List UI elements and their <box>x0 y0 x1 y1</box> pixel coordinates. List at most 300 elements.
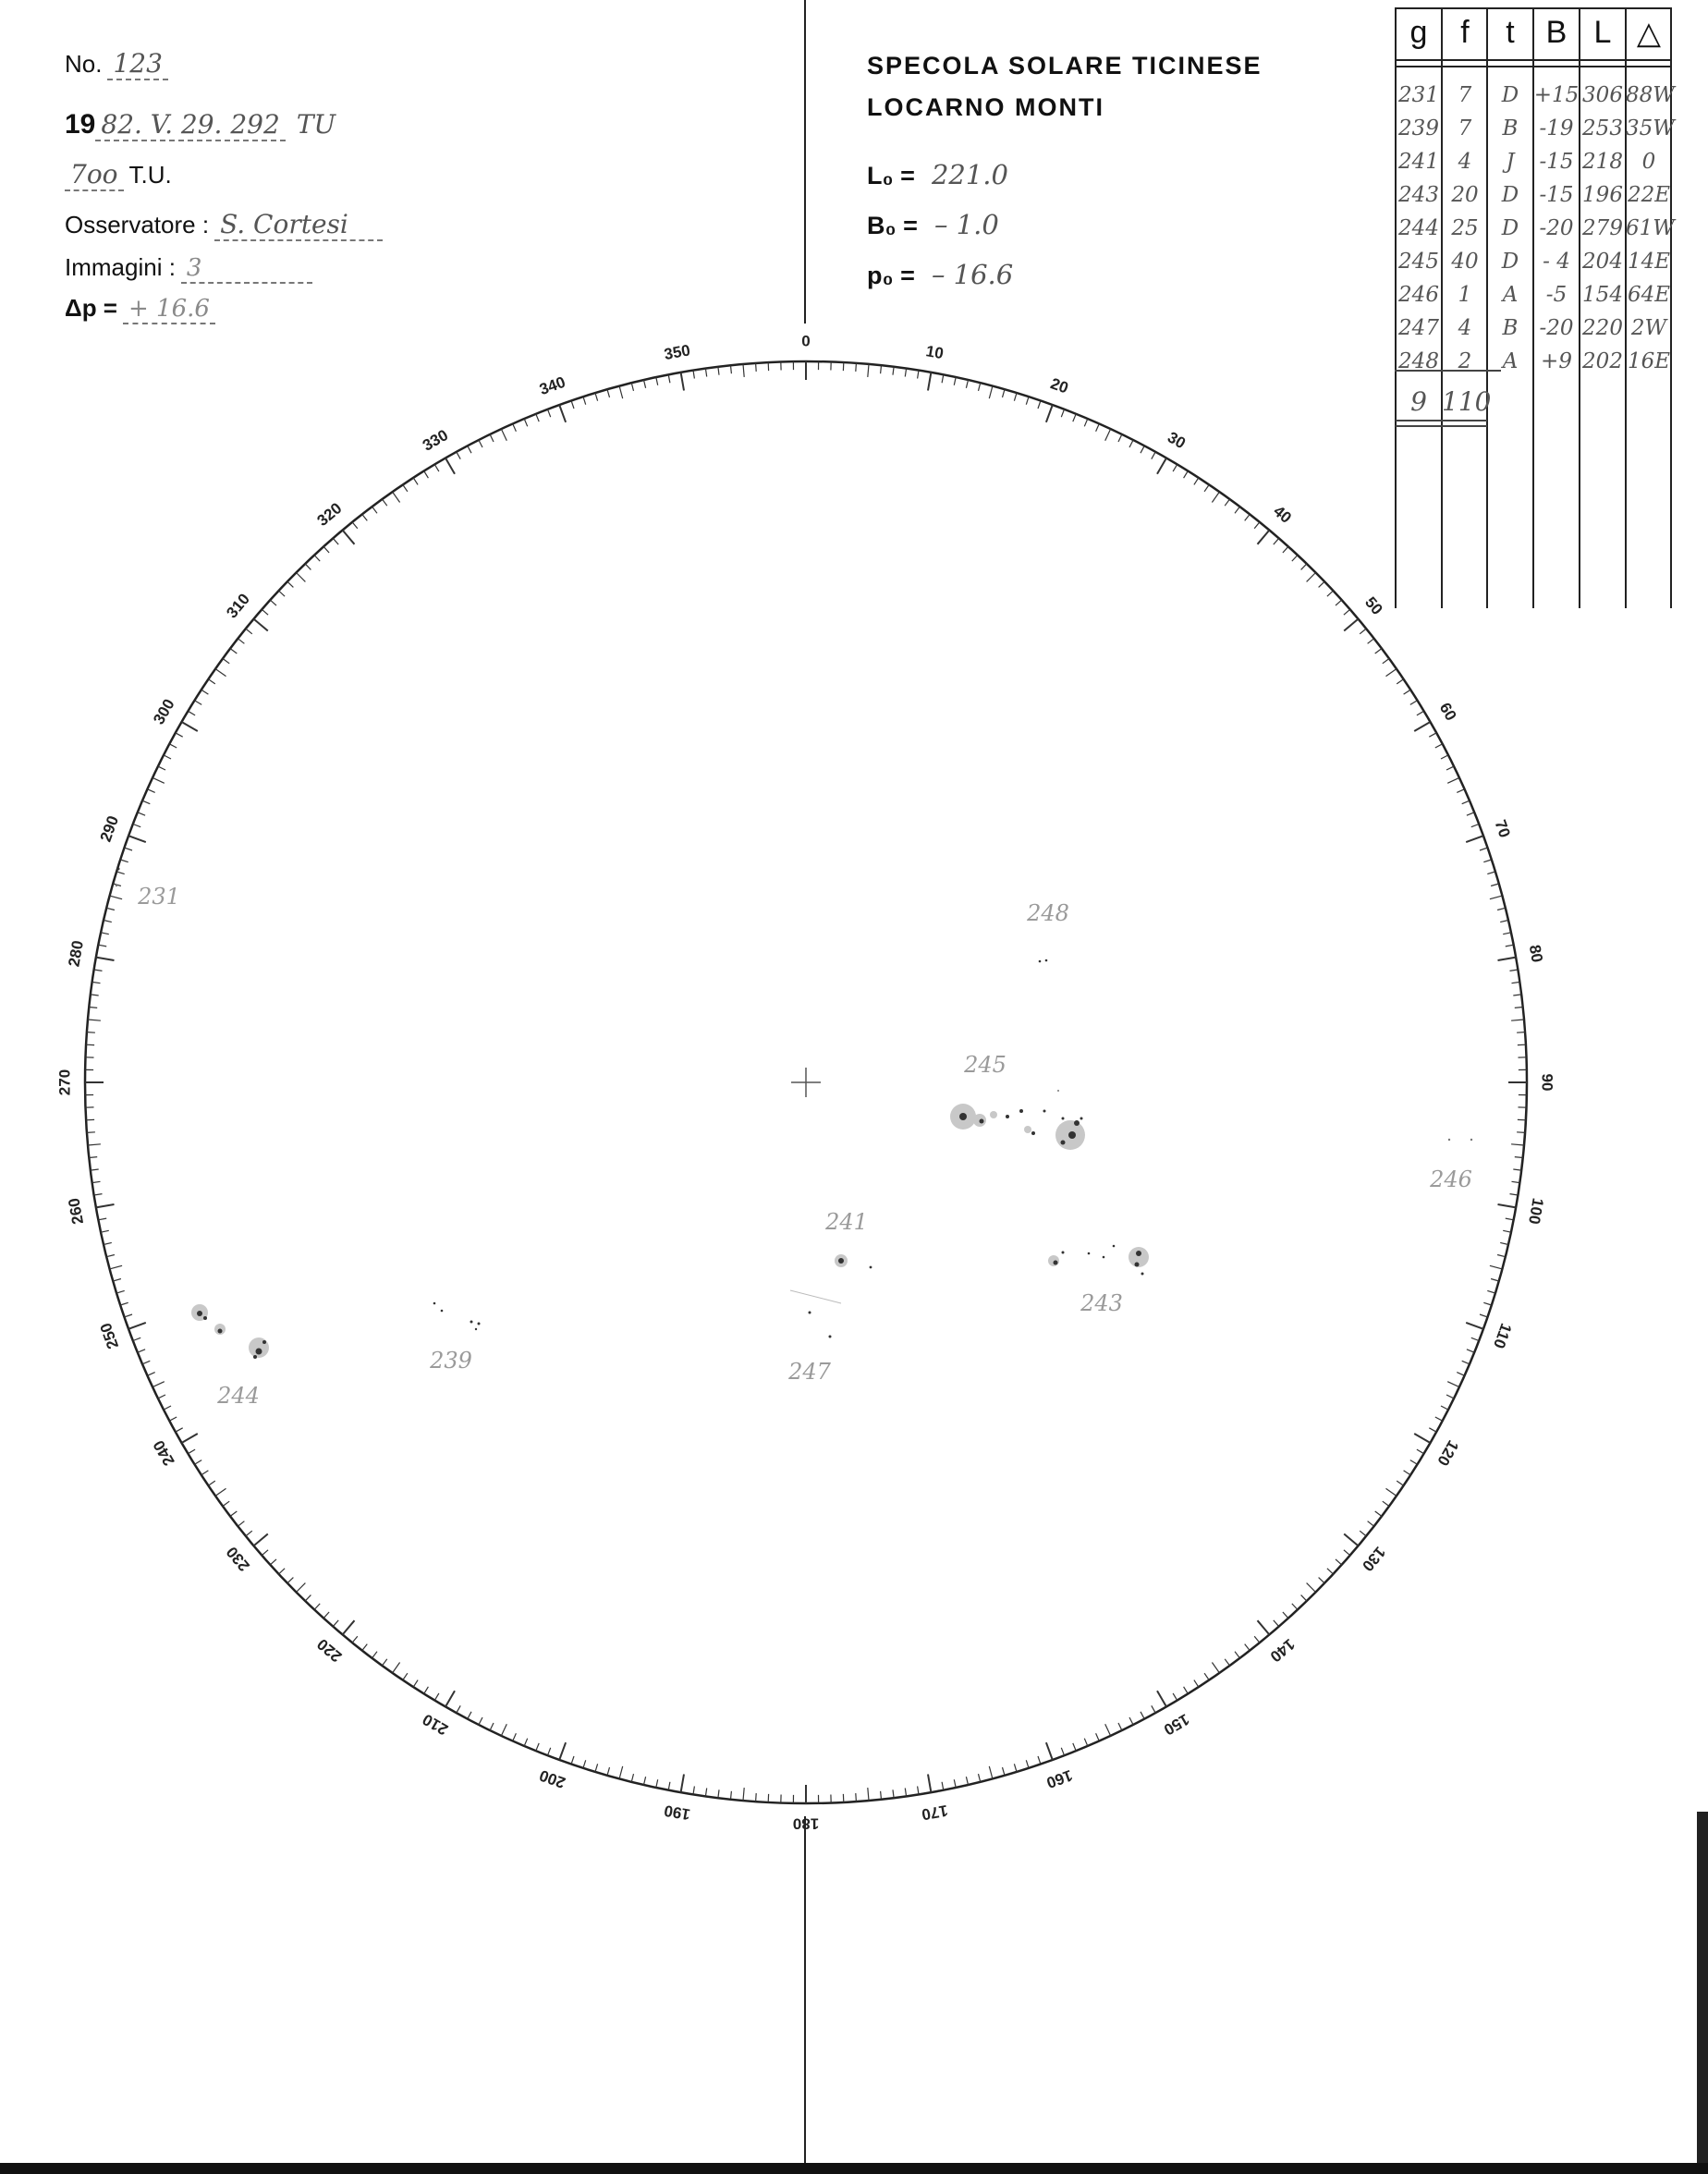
degree-tick <box>1204 484 1209 491</box>
degree-tick <box>559 1742 566 1760</box>
degree-tick <box>1225 1659 1229 1666</box>
degree-tick <box>954 377 956 385</box>
degree-tick <box>1258 531 1270 544</box>
sunspot <box>1448 1139 1450 1141</box>
degree-tick <box>490 434 494 442</box>
table-cell: 154 <box>1582 283 1623 307</box>
degree-tick <box>138 812 145 815</box>
table-cell: -20 <box>1539 216 1574 240</box>
sunspot <box>433 1302 436 1305</box>
sunspot <box>1043 1110 1046 1113</box>
degree-tick <box>1061 409 1064 417</box>
observer-label: Osservatore : <box>65 211 210 238</box>
degree-tick <box>928 373 931 391</box>
degree-tick <box>513 423 517 431</box>
degree-label: 50 <box>1361 593 1386 618</box>
degree-tick <box>1414 1434 1430 1443</box>
sunspot <box>475 1328 477 1330</box>
sunspot <box>249 1337 269 1358</box>
degree-tick <box>120 1302 128 1305</box>
degree-label: 70 <box>1491 817 1514 840</box>
degree-tick <box>1467 1350 1474 1352</box>
degree-tick <box>731 365 732 373</box>
degree-label: 100 <box>1524 1196 1547 1226</box>
degree-tick <box>1157 1691 1166 1706</box>
sunspot <box>1019 1109 1023 1113</box>
degree-tick <box>1235 1652 1239 1658</box>
degree-tick <box>1344 1534 1358 1546</box>
degree-tick <box>1513 1169 1521 1170</box>
degree-label: 230 <box>223 1543 253 1575</box>
degree-tick <box>262 1550 268 1556</box>
degree-tick <box>152 1382 165 1387</box>
degree-tick <box>501 1724 506 1736</box>
sunspot <box>1470 1139 1472 1141</box>
delta-p-label: Δp = <box>65 294 117 322</box>
degree-tick <box>583 397 586 405</box>
degree-tick <box>1003 389 1006 397</box>
degree-tick <box>116 1290 125 1293</box>
table-cell: A <box>1502 349 1519 373</box>
degree-tick <box>215 1488 226 1496</box>
sunspot <box>1054 1261 1058 1265</box>
degree-tick <box>147 1373 154 1376</box>
degree-tick <box>1490 1265 1503 1269</box>
table-cell: 4 <box>1458 150 1472 174</box>
degree-label: 270 <box>55 1069 74 1096</box>
degree-tick <box>1212 1663 1219 1673</box>
degree-tick <box>128 836 146 842</box>
table-cell: +9 <box>1541 349 1572 373</box>
degree-tick <box>1457 1373 1464 1376</box>
degree-tick <box>644 1777 646 1785</box>
degree-tick <box>1375 649 1382 653</box>
degree-tick <box>1414 722 1430 731</box>
degree-tick <box>169 744 177 748</box>
table-header-cell: △ <box>1636 16 1662 51</box>
degree-tick <box>656 1779 658 1788</box>
degree-tick <box>1386 669 1397 677</box>
degree-tick <box>1383 659 1389 664</box>
degree-tick <box>1061 1748 1064 1755</box>
sunspot <box>870 1266 872 1269</box>
table-cell: 306 <box>1582 83 1623 107</box>
sunspot <box>1045 959 1048 962</box>
delta-p-value: + 16.6 <box>123 295 215 324</box>
degree-tick <box>1307 573 1316 582</box>
degree-tick <box>1105 429 1111 441</box>
sunspot <box>116 885 117 886</box>
table-cell: 2W <box>1630 316 1667 340</box>
sunspot <box>256 1349 262 1355</box>
table-cell: A <box>1502 283 1519 307</box>
degree-tick <box>1383 1501 1389 1506</box>
degree-tick <box>201 690 209 694</box>
degree-tick <box>403 1673 408 1679</box>
degree-tick <box>133 1337 140 1340</box>
degree-tick <box>1336 1559 1342 1565</box>
table-cell: 25 <box>1451 216 1479 240</box>
table-cell: -5 <box>1545 283 1568 307</box>
degree-tick <box>619 1766 623 1779</box>
degree-tick <box>142 800 150 804</box>
degree-tick <box>868 364 869 377</box>
sunspot <box>838 1258 844 1264</box>
degree-tick <box>413 1680 418 1688</box>
degree-tick <box>1073 1743 1076 1751</box>
table-header-cell: t <box>1506 15 1515 50</box>
group-labels <box>137 884 1472 1409</box>
degree-tick <box>314 556 320 562</box>
sunspot <box>478 1323 481 1325</box>
degree-tick <box>1152 1705 1155 1713</box>
degree-tick <box>1014 393 1017 401</box>
table-cell: +15 <box>1533 83 1580 107</box>
table-cell: 61W <box>1626 216 1675 240</box>
degree-tick <box>98 1218 106 1220</box>
degree-tick <box>215 669 226 677</box>
degree-tick <box>147 789 154 793</box>
table-cell: 64E <box>1627 283 1671 307</box>
date-value: 82. V. 29. 292 <box>95 109 285 141</box>
degree-tick <box>434 1693 439 1701</box>
degree-tick <box>1483 1302 1492 1305</box>
scan-edge-right <box>1697 1812 1708 2163</box>
degree-tick <box>1500 921 1508 922</box>
sunspot <box>1103 1256 1105 1259</box>
degree-tick <box>424 471 429 479</box>
sunspot <box>1074 1120 1080 1126</box>
group-label: 245 <box>964 1052 1006 1078</box>
degree-tick <box>1360 1531 1366 1536</box>
degree-tick <box>333 538 338 544</box>
degree-tick <box>208 679 214 684</box>
degree-tick <box>1327 591 1334 596</box>
degree-tick <box>1194 478 1199 485</box>
degree-tick <box>1435 1417 1443 1421</box>
degree-tick <box>1497 908 1506 910</box>
degree-tick <box>96 958 115 960</box>
degree-tick <box>383 1659 387 1666</box>
degree-tick <box>1511 1144 1524 1145</box>
table-cell: 22E <box>1627 183 1671 207</box>
degree-tick <box>536 1743 539 1751</box>
degree-tick <box>1194 1680 1199 1688</box>
degree-tick <box>966 1777 968 1785</box>
table-cell: D <box>1501 183 1519 207</box>
degree-tick <box>343 1620 355 1634</box>
degree-tick <box>705 369 706 377</box>
sunspot <box>1061 1141 1066 1145</box>
B0-label: B₀ = <box>867 212 918 239</box>
degree-tick <box>1490 896 1503 899</box>
degree-tick <box>1483 860 1492 862</box>
degree-tick <box>501 429 506 441</box>
table-cell: 20 <box>1451 183 1479 207</box>
degree-tick <box>279 1569 286 1574</box>
degree-tick <box>238 639 244 644</box>
degree-label: 350 <box>663 341 692 364</box>
degree-label: 200 <box>537 1765 568 1792</box>
sunspot <box>203 1316 207 1320</box>
degree-tick <box>164 755 171 759</box>
degree-tick <box>195 701 202 705</box>
degree-tick <box>1235 507 1239 513</box>
degree-label: 40 <box>1270 502 1295 527</box>
degree-tick <box>393 1663 400 1673</box>
degree-tick <box>893 367 894 375</box>
degree-tick <box>1344 1550 1350 1556</box>
degree-tick <box>125 848 133 850</box>
degree-tick <box>230 649 237 653</box>
L0-value: 221.0 <box>931 159 1008 190</box>
degree-tick <box>693 371 694 379</box>
degree-tick <box>1512 982 1520 983</box>
degree-tick <box>1344 609 1350 615</box>
table-cell: 7 <box>1458 116 1472 140</box>
degree-tick <box>1084 1739 1088 1746</box>
degree-tick <box>403 484 408 491</box>
degree-tick <box>104 921 112 922</box>
sunspot <box>980 1119 984 1124</box>
table-cell: 243 <box>1398 183 1439 207</box>
degree-tick <box>1173 1693 1177 1701</box>
degree-tick <box>362 514 368 520</box>
degree-tick <box>1368 639 1374 644</box>
sunspots <box>116 868 1472 1360</box>
table-cell: 239 <box>1398 116 1439 140</box>
degree-tick <box>1360 629 1366 634</box>
group-label: 231 <box>138 884 180 910</box>
table-cell: D <box>1501 216 1519 240</box>
table-cell: -19 <box>1539 116 1574 140</box>
degree-tick <box>94 970 103 971</box>
degree-tick <box>1046 1742 1053 1760</box>
degree-tick <box>1245 514 1250 520</box>
table-cell: 279 <box>1582 216 1623 240</box>
sunspot <box>990 1111 997 1118</box>
degree-tick <box>91 1169 99 1170</box>
table-cell: 241 <box>1398 150 1439 174</box>
degree-tick <box>1319 581 1325 587</box>
degree-tick <box>942 1782 944 1790</box>
degree-tick <box>110 896 123 899</box>
degree-tick <box>1510 970 1519 971</box>
table-cell: - 4 <box>1543 250 1570 274</box>
degree-tick <box>393 492 400 502</box>
date-suffix: TU <box>296 109 336 140</box>
degree-tick <box>1173 464 1177 471</box>
table-cell: 35W <box>1626 116 1675 140</box>
table-total-cell: 110 <box>1442 386 1492 417</box>
degree-tick <box>1157 458 1166 474</box>
table-cell: 204 <box>1582 250 1623 274</box>
degree-tick <box>182 722 198 731</box>
table-cell: 196 <box>1582 183 1623 207</box>
table-header-cell: B <box>1545 15 1568 50</box>
degree-tick <box>323 1612 329 1618</box>
degree-tick <box>1512 1181 1520 1182</box>
degree-tick <box>116 872 125 874</box>
degree-tick <box>1152 452 1155 459</box>
degree-tick <box>176 1428 183 1432</box>
degree-tick <box>868 1788 869 1801</box>
degree-tick <box>305 1595 311 1602</box>
sunspot <box>809 1312 811 1314</box>
group-label: 248 <box>1027 900 1069 926</box>
sunspot <box>1135 1263 1140 1267</box>
degree-tick <box>1404 690 1411 694</box>
degree-tick <box>479 1717 482 1725</box>
table-cell: -15 <box>1539 183 1574 207</box>
degree-tick <box>246 629 252 634</box>
group-label: 239 <box>430 1348 472 1374</box>
degree-tick <box>1026 397 1029 405</box>
degree-tick <box>262 609 268 615</box>
degree-tick <box>1457 789 1464 793</box>
degree-tick <box>1301 1595 1307 1602</box>
degree-label: 140 <box>1266 1635 1299 1666</box>
degree-tick <box>1462 1361 1470 1364</box>
degree-tick <box>1498 958 1517 960</box>
group-label: 244 <box>217 1383 260 1409</box>
number-label: No. <box>65 50 103 78</box>
degree-tick <box>1517 1032 1525 1033</box>
degree-tick <box>1467 812 1474 815</box>
degree-tick <box>731 1791 732 1800</box>
degree-tick <box>314 1604 320 1610</box>
table-cell: 246 <box>1398 283 1439 307</box>
degree-label: 10 <box>924 342 946 363</box>
degree-tick <box>756 1793 757 1801</box>
degree-tick <box>1471 1337 1479 1340</box>
degree-tick <box>1503 1230 1511 1232</box>
degree-tick <box>1497 1255 1506 1257</box>
degree-tick <box>1515 1157 1523 1158</box>
degree-tick <box>1274 538 1279 544</box>
degree-tick <box>1447 1382 1459 1387</box>
degree-tick <box>1446 1395 1454 1398</box>
degree-tick <box>607 389 610 397</box>
degree-label: 250 <box>96 1320 123 1351</box>
degree-tick <box>1429 733 1436 737</box>
degree-tick <box>169 1417 177 1421</box>
degree-tick <box>856 363 857 372</box>
degree-tick <box>201 1471 209 1475</box>
L0-label: L₀ = <box>867 162 915 189</box>
degree-tick <box>1327 1569 1334 1574</box>
degree-tick <box>1417 1449 1424 1454</box>
degree-label: 30 <box>1165 428 1189 453</box>
degree-tick <box>571 401 574 409</box>
degree-tick <box>1500 1242 1508 1244</box>
degree-tick <box>1307 1583 1316 1593</box>
degree-tick <box>254 619 268 631</box>
table-cell: 220 <box>1582 316 1623 340</box>
table-cell: 202 <box>1582 349 1623 373</box>
degree-tick <box>1441 755 1448 759</box>
degree-tick <box>208 1481 214 1485</box>
degree-tick <box>1397 1481 1403 1485</box>
group-label: 241 <box>825 1209 868 1235</box>
degree-tick <box>158 1395 165 1398</box>
degree-tick <box>1245 1644 1250 1651</box>
table-cell: 248 <box>1398 349 1439 373</box>
degree-label: 130 <box>1359 1543 1389 1575</box>
group-label: 243 <box>1080 1290 1123 1316</box>
degree-tick <box>1184 1687 1189 1694</box>
table-cell: 244 <box>1398 216 1439 240</box>
degree-tick <box>152 777 165 783</box>
degree-tick <box>424 1687 429 1694</box>
degree-tick <box>279 591 286 596</box>
table-cell: 40 <box>1451 250 1479 274</box>
degree-tick <box>1254 1636 1260 1643</box>
sunspot <box>1006 1115 1009 1118</box>
degree-tick <box>905 369 906 377</box>
sunspot <box>1031 1131 1035 1135</box>
degree-tick <box>1096 423 1100 431</box>
images-value: 3 <box>181 254 312 284</box>
degree-tick <box>1084 419 1088 426</box>
degree-tick <box>881 365 882 373</box>
degree-tick <box>524 419 528 426</box>
degree-label: 90 <box>1538 1073 1556 1092</box>
degree-tick <box>113 1279 121 1282</box>
degree-tick <box>1073 414 1076 421</box>
degree-label: 0 <box>801 332 811 350</box>
degree-tick <box>128 1323 146 1329</box>
table-cell: 1 <box>1458 283 1472 307</box>
degree-tick <box>1118 434 1122 442</box>
degree-tick <box>270 1559 276 1565</box>
P0-label: p₀ = <box>867 262 915 289</box>
degree-tick <box>101 933 109 934</box>
degree-tick <box>1491 1279 1499 1282</box>
degree-tick <box>1447 777 1459 783</box>
degree-tick <box>979 383 981 391</box>
degree-tick <box>352 522 358 529</box>
degree-tick <box>1466 836 1483 842</box>
sunspot <box>1141 1273 1144 1276</box>
degree-tick <box>110 1265 123 1269</box>
sunspot <box>218 1329 223 1334</box>
degree-tick <box>92 982 101 983</box>
degree-tick <box>856 1793 857 1801</box>
degree-tick <box>743 364 744 377</box>
degree-tick <box>1480 848 1488 850</box>
sunspot <box>1024 1126 1031 1133</box>
degree-tick <box>595 1764 598 1772</box>
degree-tick <box>1410 1460 1418 1465</box>
degree-tick <box>1498 1204 1517 1207</box>
degree-tick <box>1038 401 1041 409</box>
degree-tick <box>1368 1521 1374 1527</box>
degree-tick <box>989 1766 993 1779</box>
degree-tick <box>1375 1511 1382 1516</box>
sunspot <box>1062 1118 1065 1120</box>
sunspot <box>1068 1131 1076 1139</box>
degree-tick <box>928 1775 931 1793</box>
degree-tick <box>1404 1471 1411 1475</box>
degree-tick <box>918 1787 919 1795</box>
table-cell: 88W <box>1626 83 1675 107</box>
degree-tick <box>413 478 418 485</box>
degree-label: 150 <box>1160 1710 1193 1739</box>
degree-tick <box>966 380 968 388</box>
degree-tick <box>230 1511 237 1516</box>
table-cell: B <box>1502 116 1519 140</box>
